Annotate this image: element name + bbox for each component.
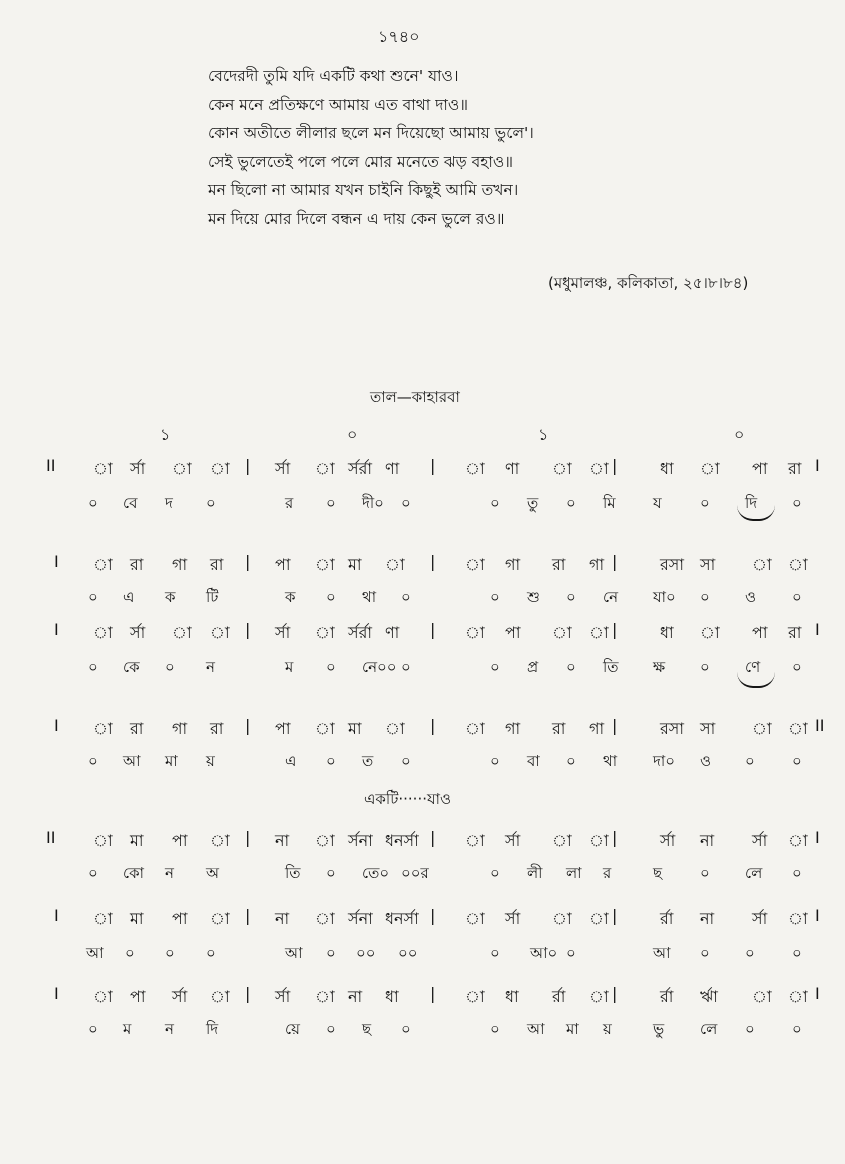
syllable-cell: ০০ — [398, 944, 418, 962]
syllable-cell: ০ — [326, 944, 336, 962]
syllable-cell: ০ — [490, 588, 500, 606]
swara-cell: না — [700, 909, 715, 928]
syllable-cell: ০ — [326, 494, 336, 512]
syllable-cell: ও — [700, 752, 712, 770]
syllable-cell: প্র — [527, 658, 539, 676]
syllable-cell: লে — [745, 864, 763, 882]
syllable-cell: ০ — [490, 658, 500, 676]
swara-cell: মা — [348, 719, 362, 738]
syllable-cell: ০ — [326, 752, 336, 770]
syllable-cell: ০ — [165, 658, 175, 676]
swara-cell: া — [465, 719, 485, 738]
swara-cell: গা — [589, 555, 605, 574]
swara-cell: রসা — [660, 719, 685, 738]
syllable-cell: ০ — [326, 658, 336, 676]
swara-cell: া — [788, 719, 808, 738]
syllable-cell: থা — [603, 752, 618, 770]
swara-cell: I — [815, 984, 820, 1003]
syllable-cell: র — [285, 494, 294, 512]
swara-cell: র্সর্রা — [348, 623, 373, 642]
swara-cell: | — [245, 984, 251, 1003]
swara-cell: া — [465, 555, 485, 574]
swara-cell: | — [430, 984, 436, 1003]
swara-cell: া — [210, 909, 230, 928]
swara-cell: া — [552, 459, 572, 478]
lyric-line: সেই ভুলেতেই পলে পলে মোর মনেতে ঝড় বহাও॥ — [208, 152, 514, 171]
syllable-row — [0, 862, 845, 894]
syllable-row — [0, 750, 845, 782]
swara-cell: া — [210, 987, 230, 1006]
syllable-cell: ০ — [566, 752, 576, 770]
swara-cell: া — [752, 987, 772, 1006]
swara-cell: া — [700, 623, 720, 642]
swara-cell: র্সর্রা — [348, 459, 373, 478]
swara-cell: া — [93, 555, 113, 574]
syllable-cell: ০ — [206, 494, 216, 512]
syllable-cell: য় — [206, 752, 215, 770]
syllable-cell: ত — [362, 752, 374, 770]
syllable-cell: ০ — [125, 944, 135, 962]
swara-cell: র্সা — [275, 623, 291, 642]
syllable-cell: ০ — [792, 944, 802, 962]
syllable-cell: কে — [123, 658, 140, 676]
syllable-cell: শু — [527, 588, 540, 606]
syllable-cell: ০ — [566, 944, 576, 962]
syllable-cell: ০ — [165, 944, 175, 962]
swara-cell: া — [172, 623, 192, 642]
swara-cell: র্সা — [752, 909, 768, 928]
syllable-cell: ০ — [490, 1020, 500, 1038]
syllable-cell: মা — [165, 752, 178, 770]
swara-row — [0, 984, 845, 1016]
syllable-cell: ০ — [792, 658, 802, 676]
lyric-line: বেদেরদী তুমি যদি একটি কথা শুনে' যাও। — [208, 67, 459, 85]
syllable-cell: ০ — [700, 944, 710, 962]
syllable-cell: ম — [123, 1020, 132, 1038]
swara-cell: া — [465, 831, 485, 850]
lyric-line: কেন মনে প্রতিক্ষণে আমায় এত বাথা দাও॥ — [208, 95, 469, 114]
swara-cell: ধনর্সা — [385, 909, 419, 928]
swara-cell: র্সা — [505, 909, 521, 928]
swara-cell: র্সনা — [348, 831, 373, 850]
swara-cell: না — [275, 909, 290, 928]
syllable-cell: তি — [603, 658, 619, 676]
syllable-cell: আ — [86, 944, 104, 962]
swara-cell: া — [465, 909, 485, 928]
syllable-cell: ০ — [490, 944, 500, 962]
syllable-cell: ০ — [792, 1020, 802, 1038]
syllable-cell: তু — [527, 494, 539, 512]
syllable-cell: ০ — [566, 658, 576, 676]
swara-cell: পা — [172, 909, 188, 928]
swara-cell: | — [612, 716, 618, 735]
source-citation: (মধুমালঞ্চ, কলিকাতা, ২৫।৮।৮৪) — [548, 274, 749, 292]
swara-cell: পা — [172, 831, 188, 850]
swara-cell: সা — [700, 555, 716, 574]
swara-cell: া — [589, 987, 609, 1006]
swara-cell: গা — [172, 719, 188, 738]
swara-cell: া — [93, 831, 113, 850]
lyrics-block — [208, 62, 534, 234]
swara-cell: া — [589, 459, 609, 478]
swara-cell: | — [245, 552, 251, 571]
syllable-cell: ০ — [88, 752, 98, 770]
swara-cell: া — [552, 623, 572, 642]
swara-cell: া — [93, 459, 113, 478]
syllable-cell: লা — [566, 864, 582, 882]
syllable-cell: ০ — [490, 864, 500, 882]
syllable-cell: য — [653, 494, 662, 512]
syllable-cell: দ — [165, 494, 173, 512]
swara-cell: া — [315, 831, 335, 850]
swara-cell: ধা — [385, 987, 399, 1006]
swara-cell: ণা — [505, 459, 520, 478]
syllable-row — [0, 1018, 845, 1050]
syllable-cell: ০ — [401, 494, 411, 512]
swara-cell: া — [93, 909, 113, 928]
syllable-cell: ০০ — [356, 944, 376, 962]
syllable-cell: ০ — [792, 588, 802, 606]
swara-cell: া — [172, 459, 192, 478]
swara-cell: গা — [589, 719, 605, 738]
syllable-cell: দি — [745, 494, 758, 512]
swara-cell: র্সা — [172, 987, 188, 1006]
swara-cell: মা — [348, 555, 362, 574]
swara-cell: | — [612, 552, 618, 571]
syllable-row — [0, 942, 845, 974]
swara-cell: া — [315, 555, 335, 574]
syllable-cell: ম — [285, 658, 294, 676]
swara-cell: র্রা — [660, 987, 674, 1006]
swara-cell: | — [430, 552, 436, 571]
beat-mark: ১ — [538, 425, 549, 444]
syllable-cell: যা০ — [653, 588, 676, 606]
swara-cell: I — [815, 906, 820, 925]
swara-cell: র্সা — [505, 831, 521, 850]
swara-cell: র্সনা — [348, 909, 373, 928]
swara-cell: | — [612, 620, 618, 639]
syllable-cell: র — [603, 864, 612, 882]
swara-cell: পা — [505, 623, 521, 642]
swara-cell: রা — [788, 623, 802, 642]
swara-cell: রা — [788, 459, 802, 478]
swara-cell: া — [552, 831, 572, 850]
swara-cell: া — [93, 623, 113, 642]
swara-cell: া — [315, 459, 335, 478]
swara-cell: | — [612, 906, 618, 925]
swara-cell: র্সা — [130, 459, 146, 478]
swara-cell: া — [700, 459, 720, 478]
swara-cell: পা — [752, 623, 768, 642]
swara-cell: া — [788, 555, 808, 574]
swara-cell: রা — [552, 719, 566, 738]
syllable-cell: লে — [700, 1020, 718, 1038]
swara-cell: র্ঋা — [700, 987, 718, 1006]
syllable-cell: ০ — [401, 658, 411, 676]
swara-cell: র্সা — [130, 623, 146, 642]
syllable-cell: ০ — [700, 864, 710, 882]
swara-cell: পা — [752, 459, 768, 478]
syllable-cell: ০ — [566, 588, 576, 606]
swara-cell: রা — [130, 555, 144, 574]
syllable-cell: ন — [165, 864, 174, 882]
swara-cell: | — [245, 828, 251, 847]
syllable-cell: ন — [206, 658, 215, 676]
swara-cell: পা — [130, 987, 146, 1006]
beat-mark: ০ — [734, 425, 745, 444]
syllable-cell: ০ — [490, 494, 500, 512]
swara-cell: I — [815, 620, 820, 639]
swara-cell: া — [465, 987, 485, 1006]
syllable-cell: ০ — [745, 944, 755, 962]
swara-cell: I — [54, 552, 59, 571]
syllable-cell: য়ে — [285, 1020, 300, 1038]
swara-cell: রসা — [660, 555, 685, 574]
syllable-cell: দি — [206, 1020, 219, 1038]
syllable-cell: ০০র — [401, 864, 429, 882]
swara-cell: া — [210, 831, 230, 850]
syllable-cell: বে — [123, 494, 138, 512]
syllable-cell: থা — [362, 588, 377, 606]
swara-cell: া — [589, 623, 609, 642]
syllable-cell: ০ — [88, 494, 98, 512]
swara-cell: া — [315, 909, 335, 928]
swara-cell: া — [788, 909, 808, 928]
swara-cell: সা — [700, 719, 716, 738]
swara-cell: | — [612, 828, 618, 847]
swara-row — [0, 906, 845, 938]
syllable-cell: দা০ — [653, 752, 675, 770]
syllable-cell: ০ — [401, 1020, 411, 1038]
swara-cell: ধনর্সা — [385, 831, 419, 850]
swara-cell: | — [245, 906, 251, 925]
swara-cell: া — [589, 831, 609, 850]
swara-cell: | — [430, 456, 436, 475]
swara-cell: I — [54, 716, 59, 735]
syllable-cell: ০ — [745, 752, 755, 770]
swara-cell: II — [815, 716, 825, 735]
syllable-cell: আ — [653, 944, 671, 962]
swara-cell: া — [752, 555, 772, 574]
syllable-cell: তি — [285, 864, 301, 882]
syllable-row — [0, 492, 845, 524]
syllable-cell: ০ — [792, 752, 802, 770]
beat-mark: ০ — [347, 425, 358, 444]
swara-cell: ধা — [660, 459, 674, 478]
swara-cell: II — [46, 828, 56, 847]
swara-cell: | — [612, 984, 618, 1003]
syllable-cell: ০ — [88, 658, 98, 676]
swara-cell: া — [552, 909, 572, 928]
syllable-cell: ০ — [490, 752, 500, 770]
syllable-cell: ০ — [326, 864, 336, 882]
swara-cell: া — [93, 987, 113, 1006]
swara-cell: ধা — [505, 987, 519, 1006]
syllable-cell: এ — [123, 588, 135, 606]
syllable-cell: নে০০ — [362, 658, 397, 676]
swara-cell: পা — [275, 719, 291, 738]
swara-cell: র্রা — [552, 987, 566, 1006]
swara-cell: | — [245, 620, 251, 639]
syllable-cell: ০ — [206, 944, 216, 962]
swara-cell: | — [245, 716, 251, 735]
swara-cell: রা — [210, 719, 224, 738]
swara-row — [0, 716, 845, 748]
syllable-cell: কো — [123, 864, 144, 882]
syllable-cell: ০ — [792, 864, 802, 882]
syllable-cell: ০ — [88, 588, 98, 606]
lyric-line: মন দিয়ে মোর দিলে বন্ধন এ দায় কেন ভুলে রও॥ — [208, 209, 505, 228]
swara-cell: II — [46, 456, 56, 475]
syllable-cell: ছ — [653, 864, 663, 882]
syllable-cell: আ০ — [530, 944, 558, 962]
swara-cell: র্রা — [660, 909, 674, 928]
syllable-cell: অ — [206, 864, 219, 882]
swara-cell: গা — [505, 555, 521, 574]
swara-cell: I — [815, 828, 820, 847]
syllable-cell: তে০ — [362, 864, 390, 882]
syllable-cell: আ — [527, 1020, 545, 1038]
syllable-cell: এ — [285, 752, 297, 770]
swara-cell: া — [210, 459, 230, 478]
syllable-cell: ক — [165, 588, 176, 606]
swara-cell: র্সা — [275, 987, 291, 1006]
swara-cell: া — [210, 623, 230, 642]
swara-cell: া — [315, 623, 335, 642]
syllable-cell: লী — [527, 864, 543, 882]
swara-cell: না — [348, 987, 363, 1006]
swara-cell: | — [430, 620, 436, 639]
swara-cell: মা — [130, 909, 144, 928]
swara-cell: া — [385, 719, 405, 738]
swara-cell: না — [700, 831, 715, 850]
syllable-cell: বা — [527, 752, 540, 770]
swara-cell: া — [788, 831, 808, 850]
swara-cell: I — [815, 456, 820, 475]
syllable-cell: আ — [285, 944, 303, 962]
syllable-cell: ০ — [88, 864, 98, 882]
syllable-cell: নে — [603, 588, 619, 606]
swara-cell: রা — [210, 555, 224, 574]
swara-cell: I — [54, 906, 59, 925]
swara-cell: ণা — [385, 459, 400, 478]
swara-cell: রা — [130, 719, 144, 738]
page-number: ১৭৪০ — [378, 27, 420, 46]
syllable-cell: ক্ষ — [653, 658, 666, 676]
swara-cell: া — [315, 987, 335, 1006]
syllable-cell: ক — [285, 588, 296, 606]
syllable-cell: টি — [206, 588, 219, 606]
swara-cell: া — [385, 555, 405, 574]
swara-cell: া — [93, 719, 113, 738]
swara-cell: া — [465, 623, 485, 642]
syllable-cell: ০ — [792, 494, 802, 512]
swara-cell: গা — [505, 719, 521, 738]
syllable-cell: য় — [603, 1020, 612, 1038]
syllable-cell: ০ — [700, 658, 710, 676]
swara-cell: া — [752, 719, 772, 738]
syllable-cell: ০ — [401, 752, 411, 770]
swara-row — [0, 828, 845, 860]
syllable-cell: ০ — [566, 494, 576, 512]
syllable-cell: ০ — [88, 1020, 98, 1038]
swara-row — [0, 620, 845, 652]
lyric-line: কোন অতীতে লীলার ছলে মন দিয়েছো আমায় ভুলে'। — [208, 124, 534, 143]
syllable-cell: ভু — [653, 1020, 665, 1038]
syllable-cell: মা — [566, 1020, 579, 1038]
swara-cell: | — [430, 828, 436, 847]
lyric-line: মন ছিলো না আমার যখন চাইনি কিছুই আমি তখন। — [208, 181, 519, 200]
swara-cell: া — [589, 909, 609, 928]
swara-cell: I — [54, 984, 59, 1003]
syllable-cell: মি — [603, 494, 616, 512]
syllable-cell: আ — [123, 752, 141, 770]
syllable-cell: ০ — [326, 1020, 336, 1038]
syllable-cell: ছ — [362, 1020, 372, 1038]
swara-cell: া — [788, 987, 808, 1006]
swara-cell: া — [315, 719, 335, 738]
syllable-cell: ০ — [745, 1020, 755, 1038]
syllable-cell: ণে — [745, 658, 761, 676]
swara-cell: মা — [130, 831, 144, 850]
swara-cell: র্সা — [752, 831, 768, 850]
subheading: একটি······যাও — [364, 790, 452, 808]
swara-cell: র্সা — [275, 459, 291, 478]
swara-row — [0, 552, 845, 584]
swara-cell: র্সা — [660, 831, 676, 850]
syllable-cell: দী০ — [362, 494, 384, 512]
syllable-row — [0, 656, 845, 688]
beat-mark: ১ — [160, 425, 171, 444]
syllable-cell: ০ — [401, 588, 411, 606]
swara-cell: না — [275, 831, 290, 850]
swara-row — [0, 456, 845, 488]
syllable-cell: ন — [165, 1020, 174, 1038]
syllable-cell: ০ — [700, 588, 710, 606]
tala-title: তাল—কাহারবা — [370, 388, 460, 406]
swara-cell: ধা — [660, 623, 674, 642]
swara-cell: | — [245, 456, 251, 475]
syllable-cell: ০ — [700, 494, 710, 512]
syllable-cell: ও — [745, 588, 757, 606]
syllable-row — [0, 586, 845, 618]
swara-cell: রা — [552, 555, 566, 574]
swara-cell: গা — [172, 555, 188, 574]
swara-cell: পা — [275, 555, 291, 574]
swara-cell: | — [430, 716, 436, 735]
swara-cell: ণা — [385, 623, 400, 642]
swara-cell: া — [465, 459, 485, 478]
swara-cell: I — [54, 620, 59, 639]
syllable-cell: ০ — [326, 588, 336, 606]
swara-cell: | — [612, 456, 618, 475]
swara-cell: | — [430, 906, 436, 925]
